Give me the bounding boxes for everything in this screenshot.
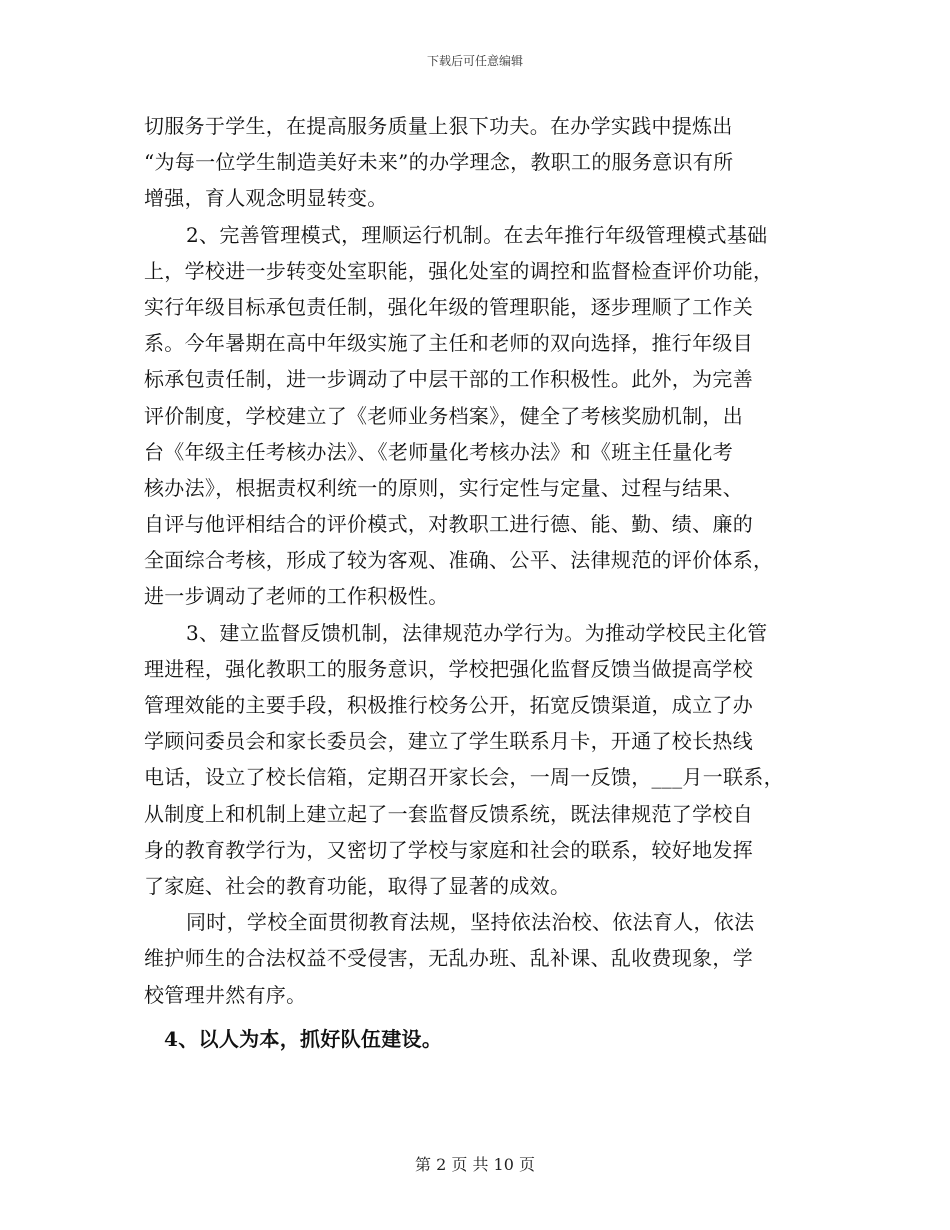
body-line: 上，学校进一步转变处室职能，强化处室的调控和监督检查评价功能， (144, 258, 774, 283)
body-line: 标承包责任制，进一步调动了中层干部的工作积极性。此外，为完善 (144, 367, 753, 392)
body-line: 身的教育教学行为，又密切了学校与家庭和社会的联系，较好地发挥 (144, 837, 753, 862)
body-line: 维护师生的合法权益不受侵害，无乱办班、乱补课、乱收费现象，学 (144, 946, 753, 971)
body-line: 同时，学校全面贯彻教育法规，坚持依法治校、依法育人，依法 (186, 910, 755, 935)
body-line: 管理效能的主要手段，积极推行校务公开，拓宽反馈渠道，成立了办 (144, 693, 753, 717)
body-line: 学顾问委员会和家长委员会，建立了学生联系月卡，开通了校长热线 (144, 729, 753, 754)
body-line: 增强，育人观念明显转变。 (144, 186, 388, 211)
body-line: 理进程，强化教职工的服务意识，学校把强化监督反馈当做提高学校 (144, 656, 753, 681)
body-line: 校管理井然有序。 (144, 982, 307, 1007)
body-line: 3、建立监督反馈机制，法律规范办学行为。为推动学校民主化管 (186, 620, 768, 645)
document-body (144, 108, 824, 1057)
body-line: 自评与他评相结合的评价模式，对教职工进行德、能、勤、绩、廉的 (144, 512, 753, 537)
page-footer: 第 2 页 共 10 页 (415, 1155, 535, 1174)
body-line: 台《年级主任考核办法》、《老师量化考核办法》和《班主任量化考 (144, 439, 733, 464)
body-line: 核办法》，根据责权利统一的原则，实行定性与定量、过程与结果、 (144, 475, 743, 500)
body-line: 2、完善管理模式，理顺运行机制。在去年推行年级管理模式基础 (186, 222, 768, 247)
page-header: 下载后可任意编辑 (426, 54, 523, 68)
body-line: 从制度上和机制上建立起了一套监督反馈系统，既法律规范了学校自 (144, 801, 753, 826)
body-line: 切服务于学生，在提高服务质量上狠下功夫。在办学实践中提炼出 (144, 114, 733, 138)
body-line: 评价制度，学校建立了《老师业务档案》，健全了考核奖励机制，出 (144, 403, 743, 428)
body-line: 进一步调动了老师的工作积极性。 (144, 584, 449, 609)
body-line: 实行年级目标承包责任制，强化年级的管理职能，逐步理顺了工作关 (144, 294, 753, 319)
body-line: 系。今年暑期在高中年级实施了主任和老师的双向选择，推行年级目 (144, 331, 753, 356)
body-line: 全面综合考核，形成了较为客观、准确、公平、法律规范的评价体系， (144, 548, 774, 573)
body-line: 了家庭、社会的教育功能，取得了显著的成效。 (144, 873, 571, 898)
body-line: 电话，设立了校长信箱，定期召开家长会，一周一反馈，___月一联系， (144, 765, 784, 790)
body-line: “为每一位学生制造美好未来”的办学理念，教职工的服务意识有所 (144, 150, 734, 175)
section-heading: 4、以人为本，抓好队伍建设。 (164, 1026, 443, 1051)
